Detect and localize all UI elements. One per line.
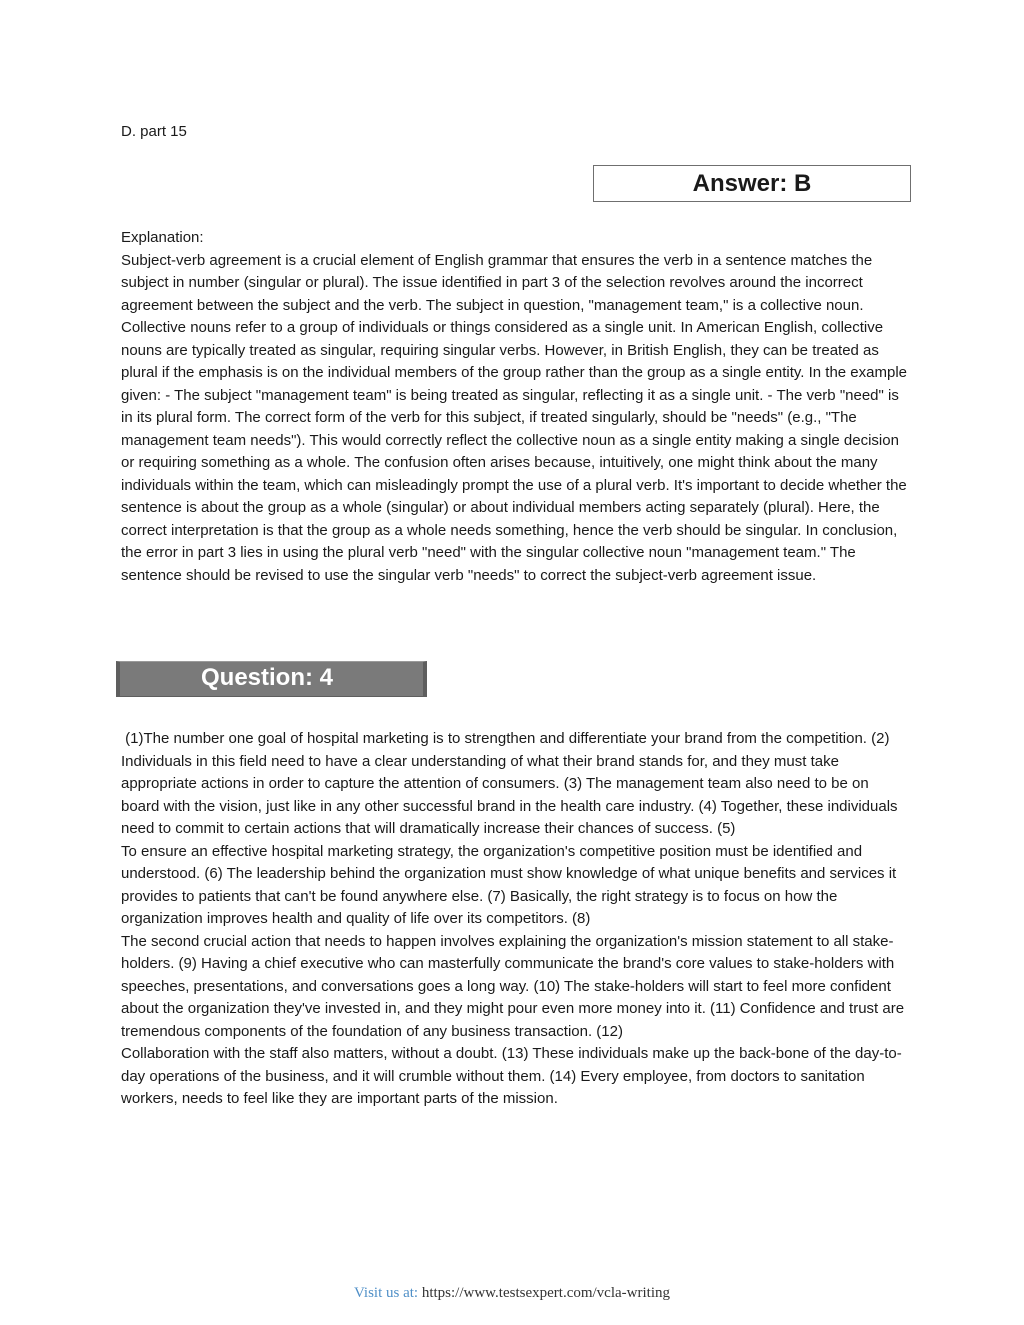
question-number-label: Question: 4 — [201, 664, 334, 691]
question-header-bar — [116, 661, 427, 697]
passage-paragraph: Collaboration with the staff also matters, without a doubt. (13) These individuals make up the back-bone of the day-to-day operations of the business, and it will crumble without them. (14) Every employee, from doctors to sanitation workers, needs to feel like they are important parts of the mission. — [121, 1045, 902, 1107]
explanation-body: Subject-verb agreement is a crucial element of English grammar that ensures the verb in a sentence matches the subject in number (singular or plural). The issue identified in part 3 of the selection revolves around the incorrect agreement between the subject and the verb. The subject in question, "management team," is a collective noun. Collective nouns refer to a group of individuals or things considered as a single unit. In American English, collective nouns are typically treated as singular, requiring singular verbs. However, in British English, they can be treated as plural if the emphasis is on the individual members of the group rather than the group as a single entity. In the example given: - The subject "management team" is being treated as singular, reflecting it as a single unit. - The verb "need" is in its plural form. The correct form of the verb for this subject, if treated singularly, should be "needs" (e.g., "The management team needs"). This would correctly reflect the collective noun as a single entity making a single decision or requiring something as a whole. The confusion often arises because, intuitively, one might think about the many individuals within the team, which can misleadingly prompt the use of a plural verb. It's important to decide whether the sentence is about the group as a whole (singular) or about individual members acting separately (plural). Here, the correct interpretation is that the group as a whole needs something, hence the verb should be singular. In conclusion, the error in part 3 lies in using the plural verb "need" with the singular collective noun "management team." The sentence should be revised to use the singular verb "needs" to correct the subject-verb agreement issue. — [121, 251, 908, 584]
passage-paragraph: The second crucial action that needs to happen involves explaining the organization's mission statement to all stake-holders. (9) Having a chief executive who can masterfully communicate the brand's core values to stake-holders with speeches, presentations, and conversations goes a long way. (10) The stake-holders will start to feel more confident about the organization they've invested in, and they might pour even more money into it. (11) Confidence and trust are tremendous components of the foundation of any business transaction. (12) — [121, 932, 905, 1040]
footer-visit-label: Visit us at: — [353, 1285, 422, 1301]
footer-url-link[interactable]: https://www.testsexpert.com/vcla-writing — [421, 1285, 670, 1301]
passage-paragraph: To ensure an effective hospital marketing strategy, the organization's competitive position must be identified and understood. (6) The leadership behind the organization must show knowledge of what unique benefits and services it provides to patients that can't be found anywhere else. (7) Basically, the right strategy is to focus on how the organization improves health and quality of life over its competitors. (8) — [121, 842, 897, 927]
answer-box — [593, 165, 911, 202]
explanation-section — [121, 227, 907, 587]
answer-option-d: D. part 15 — [121, 123, 187, 140]
explanation-heading: Explanation: — [121, 229, 204, 246]
question-passage — [121, 728, 907, 1111]
answer-label: Answer: B — [692, 169, 812, 197]
page-footer — [0, 1285, 1024, 1302]
passage-paragraph: (1)The number one goal of hospital marketing is to strengthen and differentiate your brand from the competition. (2) Individuals in this field need to have a clear understanding of what their brand stands for, and they must take appropriate actions in order to capture the attention of consumers. (3) The management team also need to be on board with the vision, just like in any other successful brand in the health care industry. (4) Together, these individuals need to commit to certain actions that will dramatically increase their chances of success. (5) — [121, 730, 898, 837]
